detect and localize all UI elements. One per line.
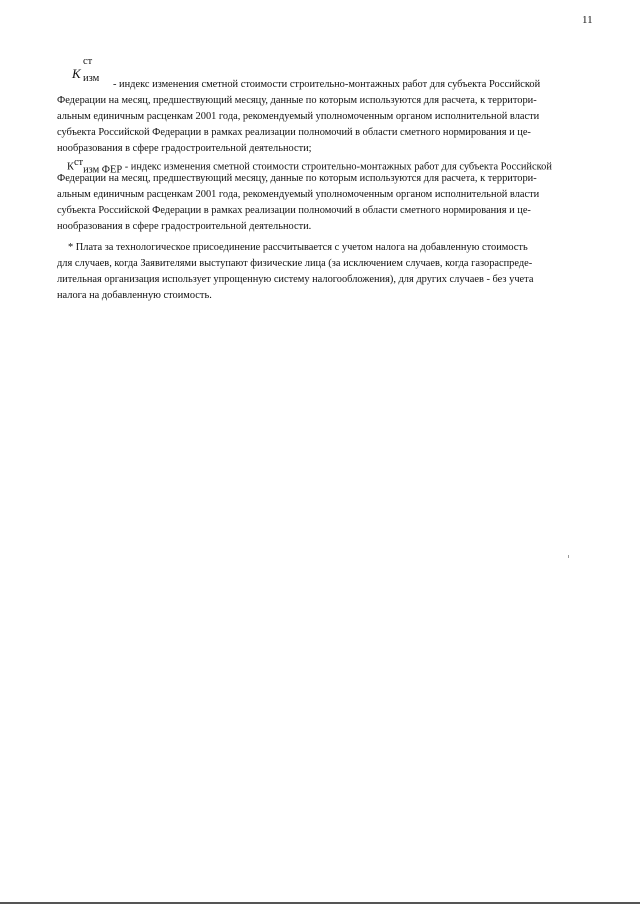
paragraph-2-line: нообразования в сфере градостроительной деятельности. xyxy=(57,221,312,232)
scan-speck xyxy=(568,555,569,558)
footnote-line: для случаев, когда Заявителями выступают физические лица (за исключением случаев, когда газораспреде- xyxy=(57,258,533,269)
formula-superscript: ст xyxy=(83,56,93,67)
footnote-line: * Плата за технологическое присоединение рассчитывается с учетом налога на добавленную стоимость xyxy=(68,242,528,253)
footnote-line: лительная организация использует упрощенную систему налогообложения), для других случаев - без учета xyxy=(57,274,534,285)
page-number: 11 xyxy=(582,14,593,26)
paragraph-1-line: нообразования в сфере градостроительной деятельности; xyxy=(57,143,312,154)
paragraph-2-line: альным единичным расценкам 2001 года, рекомендуемый уполномоченным органом исполнительной власти xyxy=(57,189,540,200)
paragraph-2-line: субъекта Российской Федерации в рамках реализации полномочий в области сметного нормирования и це- xyxy=(57,205,531,216)
formula-subscript: изм xyxy=(83,73,100,84)
footnote xyxy=(57,240,605,304)
paragraph-1 xyxy=(57,77,605,157)
paragraph-1-line: Федерации на месяц, предшествующий месяцу, данные по которым используются для расчета, к территори- xyxy=(57,95,537,106)
footnote-line: налога на добавленную стоимость. xyxy=(57,290,212,301)
formula-symbol-k: K xyxy=(72,66,81,81)
paragraph-1-line: альным единичным расценкам 2001 года, рекомендуемый уполномоченным органом исполнительной власти xyxy=(57,111,540,122)
scan-bottom-edge xyxy=(0,902,640,904)
paragraph-2 xyxy=(57,155,605,235)
formula2-symbol: К xyxy=(67,161,74,173)
formula2-subscript: изм ФЕР xyxy=(83,164,123,176)
paragraph-2-first-line xyxy=(57,155,605,176)
paragraph-2-line: - индекс изменения сметной стоимости строительно-монтажных работ для субъекта Российской xyxy=(124,161,552,173)
paragraph-1-line: субъекта Российской Федерации в рамках реализации полномочий в области сметного нормирования и це- xyxy=(57,127,531,138)
formula2-superscript: ст xyxy=(73,157,84,168)
paragraph-1-line: - индекс изменения сметной стоимости строительно-монтажных работ для субъекта Российской xyxy=(113,79,541,90)
paragraph-2-line: Федерации на месяц, предшествующий месяцу, данные по которым используются для расчета, к территори- xyxy=(57,173,537,184)
